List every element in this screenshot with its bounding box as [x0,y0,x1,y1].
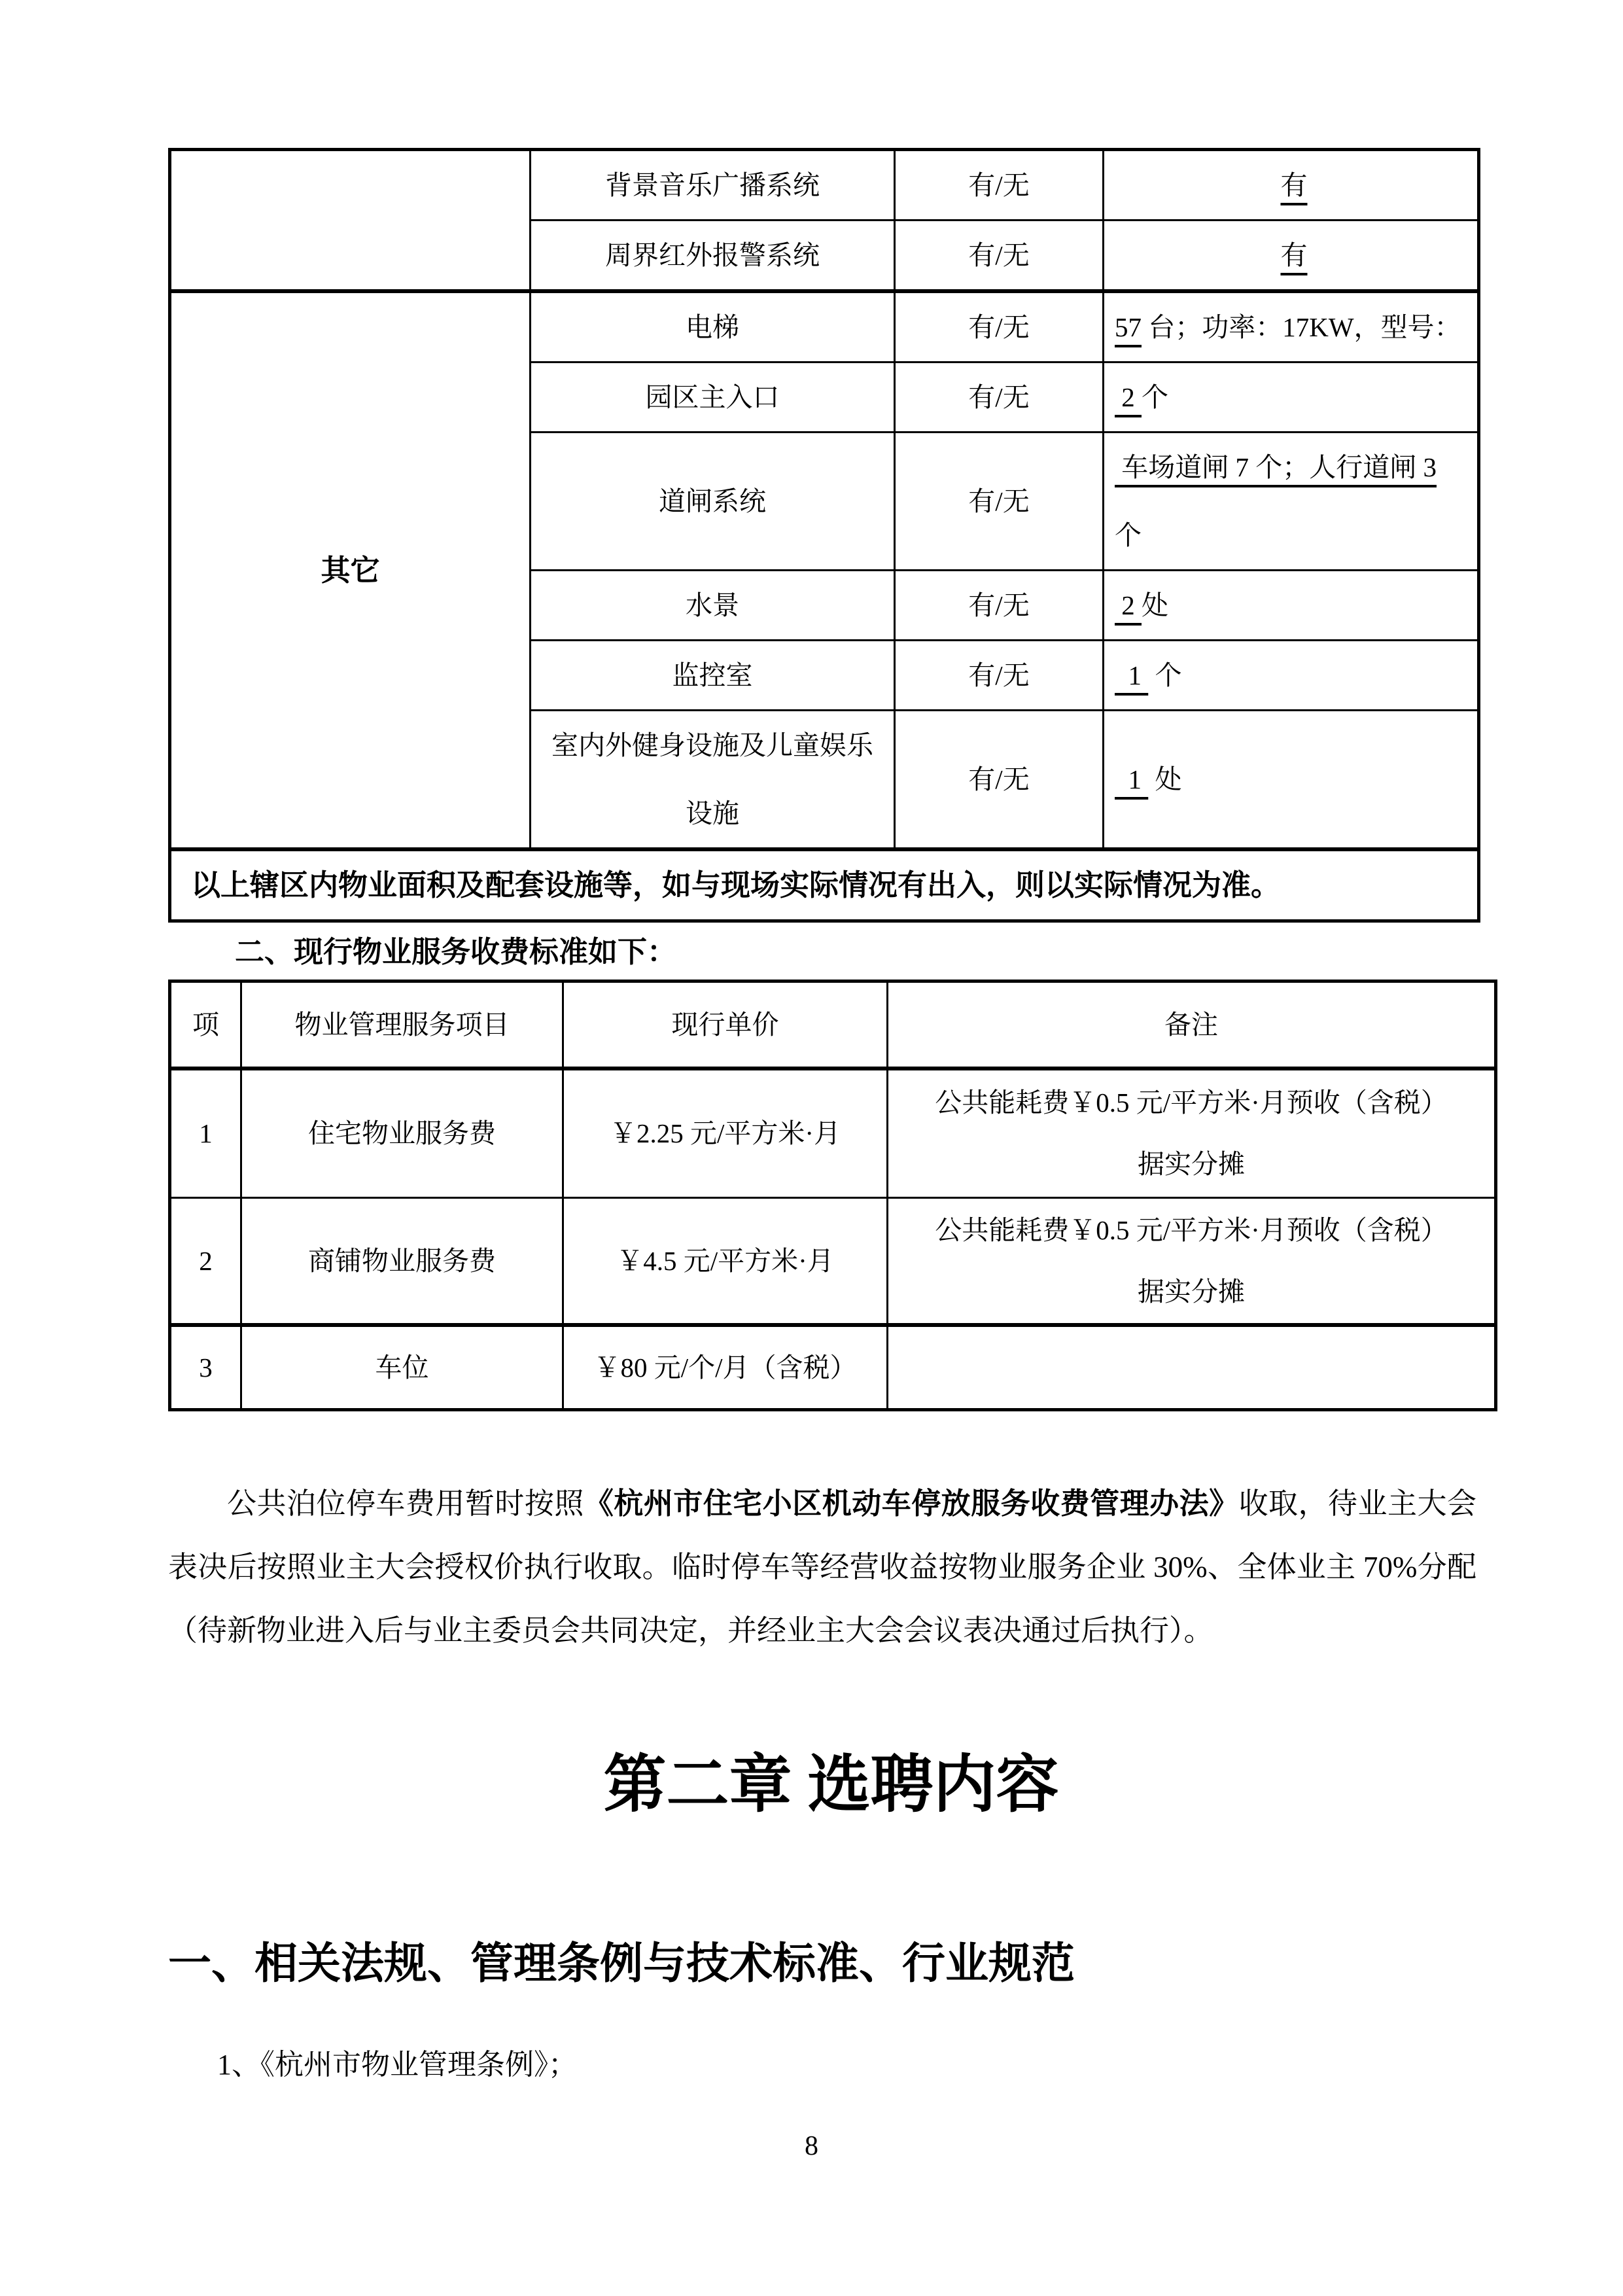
fee-no-cell: 2 [170,1198,241,1325]
facility-availability-cell: 有/无 [895,150,1104,221]
parking-fee-paragraph [168,1472,1476,1663]
facility-value-line [1115,641,1473,709]
facility-value-line [1115,501,1473,569]
facility-availability-cell: 有/无 [895,433,1104,571]
facilities-table-body [170,150,1479,921]
fee-no-cell: 3 [170,1325,241,1410]
facility-value-cell [1104,362,1479,433]
fee-item-cell: 车位 [241,1325,563,1410]
fee-price-cell: ￥2.25 元/平方米·月 [563,1069,888,1198]
facility-availability-cell: 有/无 [895,641,1104,711]
fee-price-cell: ￥80 元/个/月（含税） [563,1325,888,1410]
underlined-value-text: 1 [1115,660,1149,690]
fee-remark-line: 据实分摊 [1138,1149,1245,1180]
underlined-value-text: 有 [1280,240,1308,270]
fee-header-cell: 现行单价 [563,981,888,1069]
facilities-note-row [170,849,1479,921]
fee-item-cell: 住宅物业服务费 [241,1069,563,1198]
facility-name-cell: 背景音乐广播系统 [531,150,895,221]
facility-availability-cell: 有/无 [895,711,1104,850]
fee-header-cell: 备注 [888,981,1496,1069]
facility-row [170,150,1479,221]
facility-availability-cell: 有/无 [895,362,1104,433]
facility-value-line [1115,571,1473,639]
value-text: 个 [1148,660,1182,690]
facility-row [170,291,1479,362]
regulation-list-item: 1、《杭州市物业管理条例》； [217,2049,577,2081]
facility-name-cell: 室内外健身设施及儿童娱乐设施 [531,711,895,850]
fee-section-heading: 二、现行物业服务收费标准如下： [235,936,677,968]
underlined-value-text: 有 [1280,170,1308,200]
facility-availability-cell: 有/无 [895,291,1104,362]
facility-value-cell [1104,221,1479,292]
facility-name-cell: 道闸系统 [531,433,895,571]
fee-header-cell: 项 [170,981,241,1069]
fee-row [170,1198,1496,1325]
fee-price-cell: ￥4.5 元/平方米·月 [563,1198,888,1325]
facilities-note-cell: 以上辖区内物业面积及配套设施等，如与现场实际情况有出入，则以实际情况为准。 [170,849,1479,921]
facility-availability-cell: 有/无 [895,221,1104,292]
facility-value-cell [1104,641,1479,711]
fee-table-body [170,981,1496,1410]
underlined-value-text: 1 [1115,764,1149,794]
fee-remark-line: 公共能耗费￥0.5 元/平方米·月预收（含税） [935,1087,1448,1118]
underlined-value-text: 车场道闸 7 个；人行道闸 3 [1115,452,1437,482]
value-text: 处 [1148,764,1182,794]
underlined-value-text: 2 [1115,382,1142,412]
fee-remark-line: 公共能耗费￥0.5 元/平方米·月预收（含税） [935,1214,1448,1245]
facility-value-cell [1104,150,1479,221]
facilities-table [168,148,1480,923]
fee-remark-line: 据实分摊 [1138,1276,1245,1307]
fee-row [170,1069,1496,1198]
value-text: 处 [1142,590,1168,620]
value-text: 个 [1115,520,1142,550]
paragraph-text: 公共泊位停车费用暂时按照 [227,1487,584,1520]
facility-name-cell: 园区主入口 [531,362,895,433]
fee-header-cell: 物业管理服务项目 [241,981,563,1069]
value-text: 个 [1142,382,1168,412]
facility-name-cell: 监控室 [531,641,895,711]
facility-value-cell [1104,433,1479,571]
law-title-bold: 《杭州市住宅小区机动车停放服务收费管理办法》 [584,1487,1239,1520]
facilities-group-other-cell: 其它 [170,291,531,849]
underlined-value-text: 2 [1115,590,1142,620]
underlined-value-text: 57 [1115,312,1142,342]
facility-value-cell [1104,711,1479,850]
facility-name-cell: 水景 [531,571,895,641]
fee-remark-cell [888,1325,1496,1410]
facility-value-line [1115,363,1473,431]
facility-value-line [1115,151,1473,219]
fee-table [168,980,1497,1411]
fee-item-cell: 商铺物业服务费 [241,1198,563,1325]
fee-remark-cell [888,1198,1496,1325]
facility-value-line [1115,293,1473,361]
facility-name-cell: 周界红外报警系统 [531,221,895,292]
fee-no-cell: 1 [170,1069,241,1198]
chapter-title: 第二章 选聘内容 [603,1750,1059,1820]
paragraph-text: 收取，待业主大会表决后按照业主大会授权价执行收取。临时停车等经营收益按物业服务企业 30%、全体业主 70%分配（待新物业进入后与业主委员会共同决定，并经业主大会会议表决通过后执行）。 [168,1487,1476,1647]
fee-header-row [170,981,1496,1069]
fee-row [170,1325,1496,1410]
facility-value-cell [1104,571,1479,641]
facilities-group-blank-cell [170,150,531,292]
facility-value-line [1115,221,1473,289]
facility-value-cell [1104,291,1479,362]
fee-remark-cell [888,1069,1496,1198]
facility-value-line [1115,745,1473,813]
facility-availability-cell: 有/无 [895,571,1104,641]
regulations-section-heading: 一、相关法规、管理条例与技术标准、行业规范 [168,1940,1075,1988]
page-number: 8 [805,2131,818,2161]
facility-value-line [1115,433,1473,501]
facility-name-cell: 电梯 [531,291,895,362]
value-text: 台；功率：17KW，型号： [1142,312,1461,342]
